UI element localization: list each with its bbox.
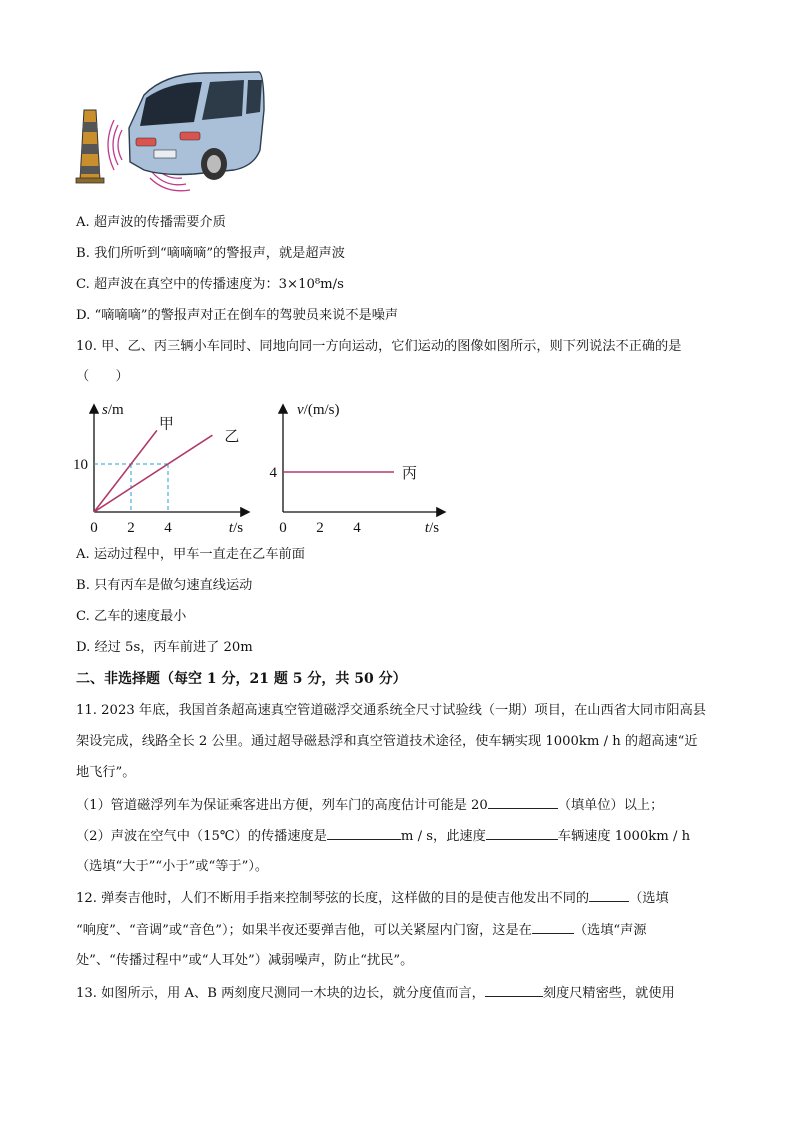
q11-sub1 (76, 796, 663, 815)
q11-sub1-text: （1）管道磁浮列车为保证乘客进出方便，列车门的高度估计可能是 20 (76, 798, 488, 813)
x-tick-label: 0 (279, 520, 287, 536)
q10-stem-line2: （ ） (76, 369, 129, 384)
y-axis-label: s/m (102, 402, 124, 418)
q11-line1: 11. 2023 年底，我国首条超高速真空管道磁浮交通系统全尺寸试验线（一期）项目，在山西省大同市阳高县 (76, 703, 706, 718)
q11-sub2-line2: （选填“大于”“小于”或“等于”）。 (76, 859, 269, 874)
y-tick-label: 4 (269, 465, 277, 481)
q11-line2: 架设完成，线路全长 2 公里。通过超导磁悬浮和真空管道技术途径，使车辆实现 1000km / h 的超高速“近 (76, 734, 698, 749)
q11-sub2 (76, 827, 690, 846)
q11-sub1-tail: （填单位）以上； (557, 798, 664, 813)
car-reversing-illustration (74, 70, 266, 192)
q10-option-d: D. 经过 5s，丙车前进了 20m (76, 640, 253, 655)
x-tick-label: 4 (164, 520, 172, 536)
y-axis-label: v/(m/s) (297, 402, 340, 418)
st-graph (68, 396, 258, 538)
x-tick-label: 2 (127, 520, 135, 536)
q12-blank-1[interactable] (589, 889, 629, 902)
q9-option-b: B. 我们所听到“嘀嘀嘀”的警报声，就是超声波 (76, 246, 345, 261)
series-label-1: 甲 (158, 416, 174, 433)
q12-blank-2[interactable] (532, 921, 574, 934)
x-tick-label: 0 (90, 520, 98, 536)
q11-sub2-mid: m / s，此速度 (400, 829, 486, 844)
q11-line3: 地飞行”。 (76, 765, 136, 780)
q12-line1 (76, 889, 669, 908)
x-tick-label: 2 (316, 520, 324, 536)
series-line-2 (94, 435, 212, 512)
q12-line2-text: “响度”、“音调”或“音色”）；如果半夜还要弹吉他，可以关紧屋内门窗，这是在 (76, 923, 532, 938)
q9-option-d: D. “嘀嘀嘀”的警报声对正在倒车的驾驶员来说不是噪声 (76, 308, 399, 323)
q12-line2 (76, 921, 647, 940)
x-axis-label: t/s (228, 520, 244, 536)
x-tick-label: 4 (353, 520, 361, 536)
q10-stem-line1: 10. 甲、乙、丙三辆小车同时、同地向同一方向运动，它们运动的图像如图所示，则下列说法不正确的是 (76, 339, 682, 354)
q13-line1 (76, 984, 675, 1003)
q11-sub2-tail: 车辆速度 1000km / h (557, 829, 691, 844)
q10-option-a: A. 运动过程中，甲车一直走在乙车前面 (76, 547, 305, 562)
series-line-1 (94, 430, 157, 512)
x-axis-label: t/s (424, 520, 440, 536)
vt-graph (264, 396, 454, 538)
q9-option-c: C. 超声波在真空中的传播速度为：3×10⁸m/s (76, 277, 344, 292)
q10-option-b: B. 只有丙车是做匀速直线运动 (76, 578, 253, 593)
q10-option-c: C. 乙车的速度最小 (76, 609, 187, 624)
q12-line2-tail: （选填“声源 (573, 923, 647, 938)
q11-blank-2[interactable] (327, 827, 401, 840)
q13-line1-tail: 刻度尺精密些，就使用 (542, 986, 675, 1001)
q13-blank-1[interactable] (485, 984, 543, 997)
series-label-2: 乙 (224, 429, 240, 446)
traffic-cone-icon (76, 110, 104, 183)
section-2-heading: 二、非选择题（每空 1 分，21 题 5 分，共 50 分） (76, 671, 407, 687)
q11-blank-3[interactable] (486, 827, 558, 840)
series-label-1: 丙 (402, 466, 418, 482)
car-icon (129, 72, 264, 180)
q12-line1-tail: （选填 (629, 891, 669, 906)
q12-line1-text: 12. 弹奏吉他时，人们不断用手指来控制琴弦的长度，这样做的目的是使吉他发出不同的 (76, 891, 590, 906)
q9-option-a: A. 超声波的传播需要介质 (76, 215, 226, 230)
q11-blank-1[interactable] (488, 796, 558, 809)
q13-line1-text: 13. 如图所示，用 A、B 两刻度尺测同一木块的边长，就分度值而言， (76, 986, 485, 1001)
q11-sub2-text: （2）声波在空气中（15℃）的传播速度是 (76, 829, 327, 844)
q12-line3: 处”、“传播过程中”或“人耳处”）减弱噪声，防止“扰民”。 (76, 953, 414, 968)
y-tick-label: 10 (73, 457, 88, 473)
